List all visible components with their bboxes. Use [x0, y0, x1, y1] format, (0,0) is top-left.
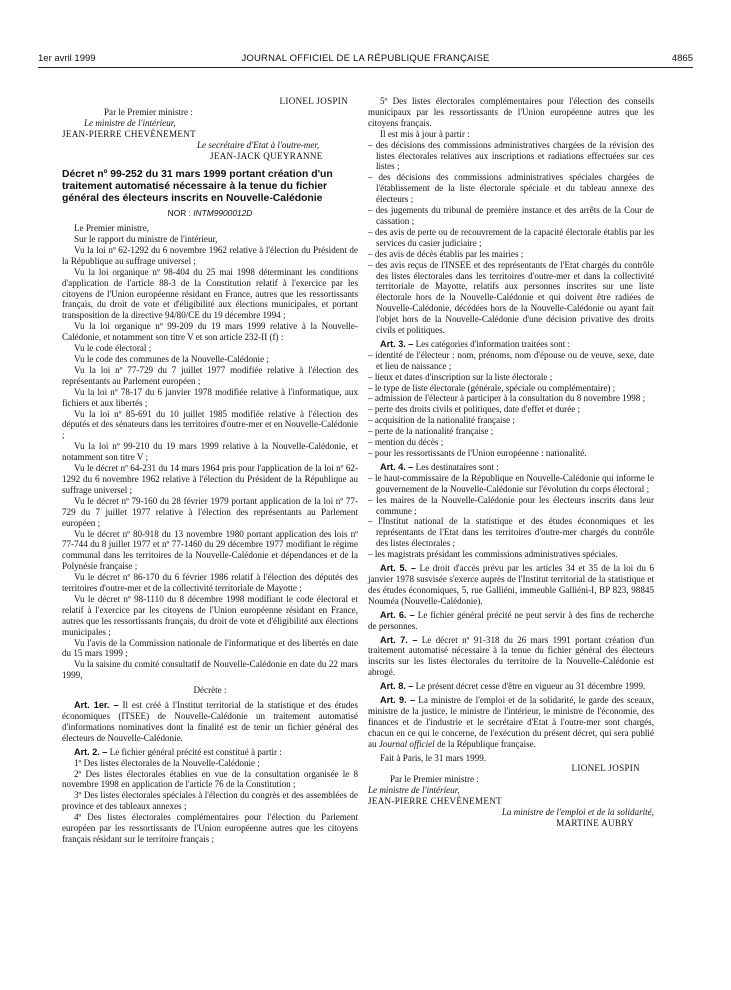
header-date: 1er avril 1999: [38, 53, 96, 64]
article-9-journal: Journal officiel: [378, 738, 435, 749]
sign-par: Par le Premier ministre :: [390, 774, 479, 785]
signature-par: Par le Premier ministre :: [104, 106, 193, 117]
preamble-line: Le Premier ministre,: [74, 223, 150, 234]
preamble-line: Vu la loi organique nº 99-209 du 19 mars 1999 relative à la Nouvelle-Calédonie, et notamment son titre V et son article 232-II (f) :: [62, 321, 358, 343]
preamble-line: Vu le décret nº 98-1110 du 8 décembre 1998 modifiant le code électoral et relatif à l'exercice par les citoyens de l'Union européenne résidant en France, autres que les ressortissants français, du droit de vote et d'éligibilité aux élections municipales ;: [62, 593, 358, 637]
nor-label: NOR :: [167, 208, 191, 219]
journal-title: JOURNAL OFFICIEL DE LA RÉPUBLIQUE FRANÇAISE: [241, 53, 490, 64]
article-1-text: Il est créé à l'Institut territorial de la statistique et des études économiques (ITSEE) de Nouvelle-Calédonie un traitement automatisé d'informations nominatives dont la finalité est de tenir un fichier général des électeurs de Nouvelle-Calédonie.: [62, 700, 359, 743]
article-4-item: – l'Institut national de la statistique et des études économiques et les représentants de l'Etat dans les territoires d'outre-mer chargés du contrôle des listes électorales ;: [368, 516, 654, 549]
article-1-label: Art. 1er. –: [74, 700, 119, 711]
nor-reference: [62, 208, 358, 219]
article-2-item: 2º Des listes électorales établies en vue de la consultation organisée le 8 novembre 1998 en application de l'article 76 de la Constitution ;: [62, 768, 358, 790]
article-2-update-intro: Il est mis à jour à partir :: [380, 128, 470, 139]
preamble-line: Vu la loi nº 62-1292 du 6 novembre 1962 relative à l'élection du Président de la République au suffrage universel ;: [62, 244, 358, 266]
preamble-line: Vu l'avis de la Commission nationale de l'informatique et des libertés en date du 15 mars 1999 ;: [62, 637, 358, 659]
sign-minister-title: Le ministre de l'intérieur,: [368, 785, 460, 796]
decrete-heading: Décrète :: [193, 685, 227, 696]
nor-code: INTM9900012D: [193, 208, 253, 219]
article-2-update-item: – des jugements du tribunal de première instance et des arrêts de la Cour de cassation ;: [368, 205, 654, 226]
article-3-item: – mention du décès ;: [368, 437, 444, 448]
sign-pm-name: LIONEL JOSPIN: [571, 763, 640, 774]
article-3-item: – admission de l'électeur à participer à la consultation du 8 novembre 1998 ;: [368, 393, 646, 404]
article-8: [368, 681, 654, 692]
preamble-line: Vu la loi organique nº 98-404 du 25 mai 1998 déterminant les conditions d'application de l'article 88-3 de la Constitution relatif à l'exercice par les citoyens de l'Union européenne résidant en France, autres que les ressortissants français, du droit de vote et d'éligibilité aux élections municipales, et portant transposition de la directive 94/80/CE du 19 décembre 1994 ;: [62, 266, 358, 321]
article-2-update-item: – des avis reçus de l'INSEE et des représentants de l'Etat chargés du contrôle des listes électorales dans les territoires d'outre-mer et dans la collectivité territoriale de Mayotte, relatifs aux personnes inscrites sur une liste électorale hors de la Nouvelle-Calédonie et qui doivent être radiées de Nouvelle-Calédonie, décédées hors de la Nouvelle-Calédonie ou ayant fait l'objet hors de la Nouvelle-Calédonie d'une décision privative des droits civils et politiques.: [368, 259, 654, 336]
preamble-line: Vu la loi nº 99-210 du 19 mars 1999 relative à la Nouvelle-Calédonie, et notamment son titre V ;: [62, 441, 358, 463]
article-6-text: Le fichier général précité ne peut servir à des fins de recherche de personnes.: [368, 609, 655, 631]
article-3-item: – acquisition de la nationalité française ;: [368, 415, 515, 426]
article-5-text: Le droit d'accès prévu par les articles 34 et 35 de la loi du 6 janvier 1978 susvisée s'exerce auprès de l'Institut territorial de la statistique et des études économiques, 5, rue Galliéni, immeuble Galliéni-I, BP 823, 98845 Nouméa (Nouvelle-Calédonie).: [368, 563, 654, 606]
article-3-item: – identité de l'électeur : nom, prénoms, nom d'épouse ou de veuve, sexe, date et lieu de naissance ;: [368, 349, 654, 371]
article-2-update-item: – des décisions des commissions administratives chargées de la révision des listes électorales relatives aux inscriptions et radiations effectuées sur ces listes ;: [368, 139, 654, 172]
article-3-item: – pour les ressortissants de l'Union européenne : nationalité.: [368, 448, 587, 458]
article-3-item: – perte de la nationalité française ;: [368, 426, 494, 437]
article-3-item: – perte des droits civils et politiques, date d'effet et durée ;: [368, 404, 581, 415]
sign-minister-name: JEAN-PIERRE CHEVÈNEMENT: [368, 796, 502, 807]
article-2-item: 4º Des listes électorales complémentaires pour l'élection du Parlement européen par les ressortissants de l'Union européenne autres que les citoyens français résidant sur le territoire français ;: [62, 812, 358, 844]
preamble-line: Vu le code des communes de la Nouvelle-Calédonie ;: [74, 354, 269, 364]
preamble-line: Vu le décret nº 79-160 du 28 février 1979 portant application de la loi nº 77-729 du 7 juillet 1977 relative à l'élection des représentants au Parlement européen ;: [62, 495, 358, 528]
signature-minister-name: JEAN-PIERRE CHEVÈNEMENT: [62, 128, 196, 139]
article-6: [368, 610, 654, 632]
article-2-item: 1º Des listes électorales de la Nouvelle-Calédonie ;: [74, 757, 260, 768]
sign-ministre-emploi-title: La ministre de l'emploi et de la solidarité,: [501, 807, 654, 818]
preamble-line: Vu le décret nº 86-170 du 6 février 1986 relatif à l'élection des députés des territoires d'outre-mer et de la collectivité territoriale de Mayotte ;: [62, 572, 358, 594]
preamble-line: Vu la loi nº 85-691 du 10 juillet 1985 modifiée relative à l'élection des députés et des sénateurs dans les territoires d'outre-mer et en Nouvelle-Calédonie ;: [62, 408, 358, 441]
article-9-text-before: La ministre de l'emploi et de la solidarité, le garde des sceaux, ministre de la justice, le ministre de l'intérieur, le ministre de l'économie, des finances et de l'industrie et le secrétaire d'Etat à l'outre-mer sont chargés, chacun en ce qui le concerne, de l'exécution du présent décret, qui sera publié au: [368, 695, 655, 749]
article-5: [368, 563, 654, 607]
preamble-line: Vu la saisine du comité consultatif de Nouvelle-Calédonie en date du 22 mars 1999,: [62, 659, 358, 681]
article-2-update-item: – des avis de perte ou de recouvrement de la capacité électorale établis par les services du casier judiciaire ;: [368, 226, 654, 248]
preamble-line: Vu le code électoral ;: [74, 343, 152, 354]
preamble-line: Vu le décret nº 80-918 du 13 novembre 1980 portant application des lois nº 77-744 du 8 juillet 1977 et nº 77-1460 du 29 décembre 1977 modifiant le régime communal dans les territoires de la Nouvelle-Calédonie et dépendances et de la Polynésie française ;: [62, 528, 358, 572]
preamble-line: Vu la loi nº 78-17 du 6 janvier 1978 modifiée relative à l'informatique, aux fichiers et aux libertés ;: [62, 386, 358, 408]
article-7-text: Le décret nº 91-318 du 26 mars 1991 portant création d'un traitement automatisé nécessaire à la tenue du fichier général des électeurs inscrits sur les listes électorales du territoire de la Nouvelle-Calédonie est abrogé.: [368, 634, 654, 678]
decret-title: Décret nº 99-252 du 31 mars 1999 portant création d'un traitement automatisé nécessaire à la tenue du fichier général des électeurs inscrits en Nouvelle-Calédonie: [62, 169, 333, 204]
signature-pm-name: LIONEL JOSPIN: [279, 96, 348, 106]
page-number: 4865: [671, 53, 693, 64]
article-2-update-item: – des avis de décès établis par les mairies ;: [368, 248, 524, 259]
article-6-label: Art. 6. –: [380, 609, 415, 620]
article-9: [368, 695, 654, 750]
article-2-update-item: – des décisions des commissions administratives spéciales chargées de l'établissement de la liste électorale spéciale et du tableau annexe des électeurs ;: [368, 172, 654, 205]
article-2-item: 3º Des listes électorales spéciales à l'élection du congrès et des assemblées de province et des tableaux annexes ;: [62, 790, 358, 812]
article-2: [62, 747, 358, 758]
article-1: [62, 700, 358, 744]
article-4-label: Art. 4. –: [380, 461, 414, 472]
article-2-label: Art. 2. –: [74, 746, 108, 757]
article-3-text: Les catégories d'information traitées sont :: [415, 338, 571, 349]
preamble-line: Vu le décret nº 64-231 du 14 mars 1964 pris pour l'application de la loi nº 62-1292 du 6 novembre 1962 relative à l'élection du Président de la République au suffrage universel ;: [62, 463, 358, 495]
article-7: [368, 635, 654, 679]
signature-secretary-title: Le secrétaire d'Etat à l'outre-mer,: [197, 139, 320, 150]
article-4-item: – le haut-commissaire de la République en Nouvelle-Calédonie qui informe le gouvernement de la Nouvelle-Calédonie sur l'évolution du corps électoral ;: [368, 472, 654, 494]
left-column: [62, 96, 358, 845]
article-4: [368, 462, 654, 473]
article-4-item: – les magistrats présidant les commissions administratives spéciales.: [368, 549, 618, 560]
article-4-item: – les maires de la Nouvelle-Calédonie pour les électeurs inscrits dans leur commune ;: [368, 494, 654, 516]
signature-secretary-name: JEAN-JACK QUEYRANNE: [210, 150, 323, 161]
right-column: [368, 96, 654, 829]
article-2-text: Le fichier général précité est constitué à partir :: [109, 746, 282, 757]
signature-minister-title: Le ministre de l'intérieur,: [84, 117, 176, 128]
article-3-item: – lieux et dates d'inscription sur la liste électorale ;: [368, 371, 553, 382]
article-5-label: Art. 5. –: [380, 563, 416, 574]
page-header: [38, 53, 693, 68]
preamble-line: Sur le rapport du ministre de l'intérieur,: [74, 234, 218, 245]
article-8-label: Art. 8. –: [380, 681, 414, 692]
sign-ministre-emploi-name: MARTINE AUBRY: [556, 818, 634, 828]
article-3-item: – le type de liste électorale (générale, spéciale ou complémentaire) ;: [368, 382, 616, 393]
article-9-label: Art. 9. –: [380, 695, 416, 706]
article-2-item: 5º Des listes électorales complémentaires pour l'élection des conseils municipaux par les ressortissants de l'Union européenne autres que les citoyens français.: [368, 96, 654, 128]
done-at: Fait à Paris, le 31 mars 1999.: [380, 752, 487, 763]
article-9-text-after: de la République française.: [434, 738, 536, 749]
article-7-label: Art. 7. –: [380, 634, 418, 645]
article-3-label: Art. 3. –: [380, 338, 414, 349]
preamble-line: Vu la loi nº 77-729 du 7 juillet 1977 modifiée relative à l'élection des représentants au Parlement européen ;: [62, 364, 358, 386]
article-3: [368, 339, 654, 350]
article-4-text: Les destinataires sont :: [415, 461, 499, 472]
article-8-text: Le présent décret cesse d'être en vigueur au 31 décembre 1999.: [415, 681, 646, 692]
